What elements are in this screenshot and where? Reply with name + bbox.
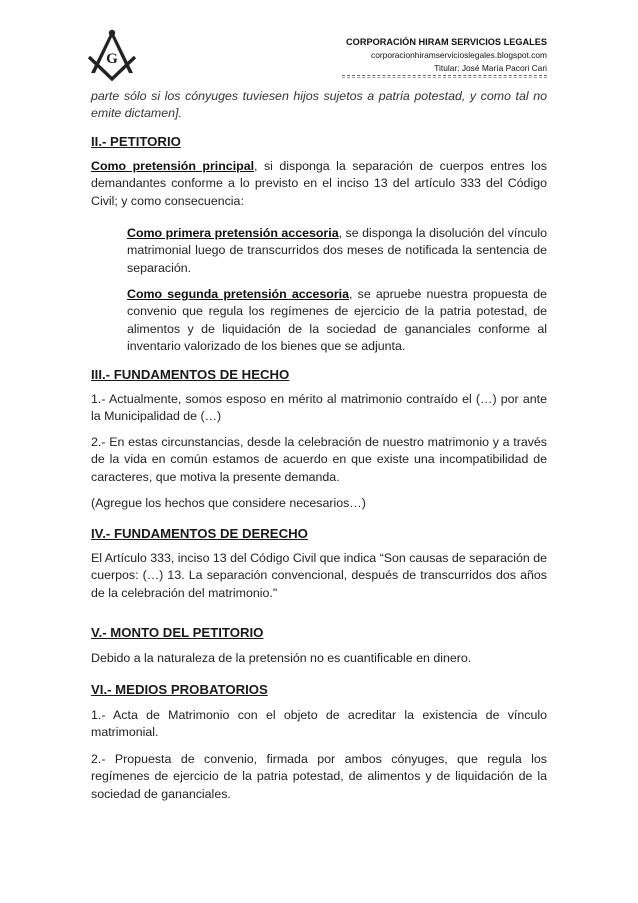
header-divider-secondary (342, 77, 547, 78)
section-medios-heading: VI.- MEDIOS PROBATORIOS (91, 682, 268, 697)
header-divider (342, 75, 547, 76)
principal-claim-text: , si disponga la separación de cuerpos entres los demandantes conforme a lo previsto en el inciso 13 del artículo 333 del Código Civil; y como consecuencia: (91, 159, 547, 208)
hechos-paragraph-2: 2.- En estas circunstancias, desde la celebración de nuestro matrimonio y a través de la vida en común estamos de acuerdo en que existe una incompatibilidad de caracteres, que motiva la presente demanda. (91, 435, 547, 484)
intro-paragraph: parte sólo si los cónyuges tuviesen hijos sujetos a patria potestad, y como tal no emite dictamen]. (91, 89, 547, 121)
hechos-paragraph-3: (Agregue los hechos que considere necesarios…) (91, 496, 366, 510)
principal-claim-label: Como pretensión principal (91, 159, 255, 173)
square-and-compass-icon (85, 27, 139, 81)
second-accessory-claim-text: , se apruebe nuestra propuesta de convenio que regula los regímenes de ejercicio de la patria potestad, de alimentos y de liquidación de la sociedad de gananciales conforme al inventario valorizado de los bienes que se adjunta. (127, 287, 548, 354)
hechos-paragraph-1: 1.- Actualmente, somos esposo en mérito al matrimonio contraído el (…) por ante la Municipalidad de (…) (91, 392, 547, 424)
first-accessory-claim-label: Como primera pretensión accesoria (127, 226, 339, 240)
section-monto-heading: V.- MONTO DEL PETITORIO (91, 625, 264, 640)
petitorio-paragraph-2 (127, 225, 547, 277)
section-hechos-heading: III.- FUNDAMENTOS DE HECHO (91, 367, 290, 382)
petitorio-paragraph-3 (127, 286, 547, 356)
derecho-paragraph-1: El Artículo 333, inciso 13 del Código Civil que indica “Son causas de separación de cuerpos: (…) 13. La separación convencional, después de transcurridos dos años de la celebración del matrimonio." (91, 551, 547, 600)
svg-text:G: G (106, 51, 118, 67)
firm-blog-url: corporacionhiramservicioslegales.blogspot.com (371, 50, 547, 60)
letterhead (346, 36, 547, 75)
medios-paragraph-1: 1.- Acta de Matrimonio con el objeto de acreditar la existencia de vínculo matrimonial. (91, 708, 547, 740)
section-derecho-heading: IV.- FUNDAMENTOS DE DERECHO (91, 526, 308, 541)
medios-paragraph-2: 2.- Propuesta de convenio, firmada por ambos cónyuges, que regula los regímenes de ejercicio de la patria potestad, de alimentos y de liquidación de la sociedad de gananciales. (91, 752, 547, 801)
first-accessory-claim-text: , se disponga la disolución del vínculo matrimonial luego de transcurridos dos meses de notificada la sentencia de separación. (127, 226, 547, 275)
monto-paragraph-1: Debido a la naturaleza de la pretensión no es cuantificable en dinero. (91, 651, 472, 665)
firm-name: CORPORACIÓN HIRAM SERVICIOS LEGALES (346, 37, 547, 47)
petitorio-paragraph-1 (91, 158, 547, 210)
second-accessory-claim-label: Como segunda pretensión accesoria (127, 287, 350, 301)
firm-owner: Titular: José María Pacori Cari (434, 63, 547, 73)
section-petitorio-heading: II.- PETITORIO (91, 134, 181, 149)
